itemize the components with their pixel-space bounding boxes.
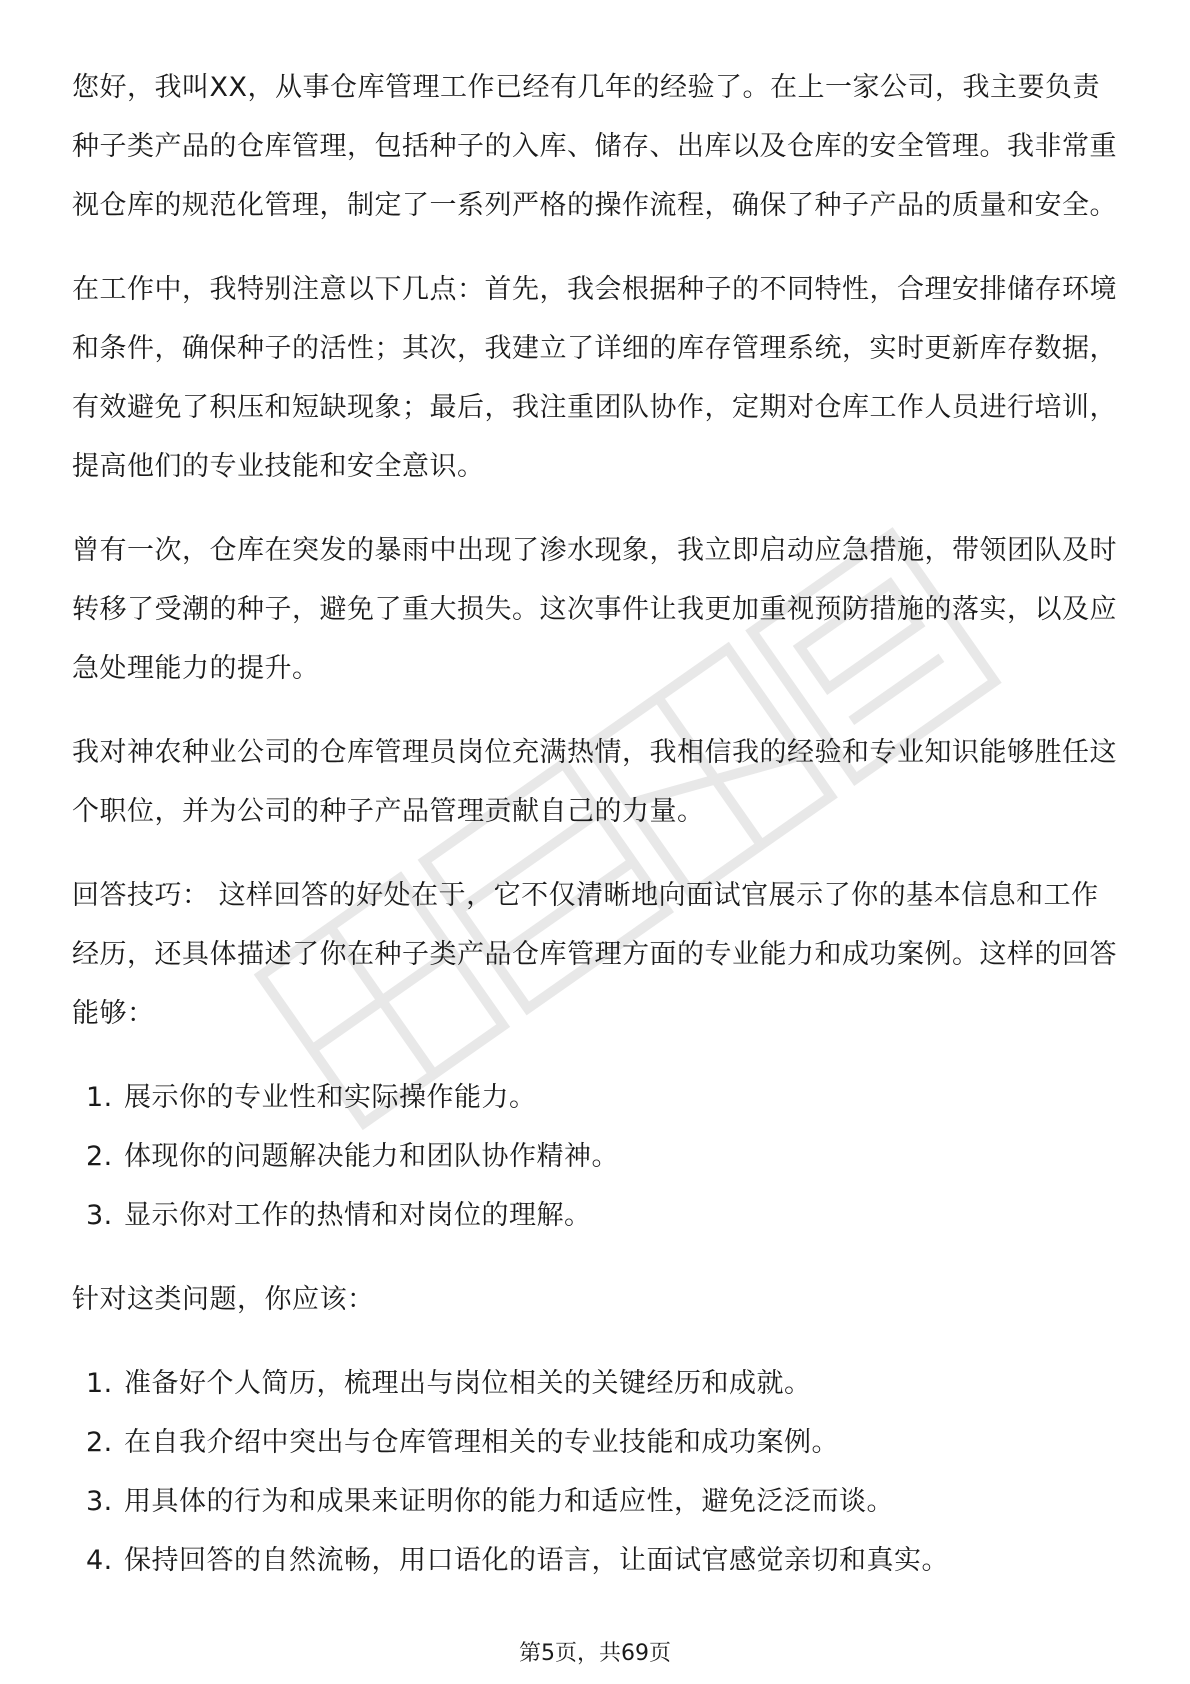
list-item	[72, 1413, 1122, 1472]
list-item	[72, 1354, 1122, 1413]
list-item	[72, 1186, 1122, 1245]
paragraph-advice-intro: 针对这类问题，你应该：	[72, 1284, 375, 1315]
list-item-number: 3.	[86, 1486, 113, 1517]
list-item	[72, 1531, 1122, 1590]
list-item-text: 在自我介绍中突出与仓库管理相关的专业技能和成功案例。	[124, 1427, 839, 1458]
paragraph-work-focus: 在工作中，我特别注意以下几点：首先，我会根据种子的不同特性，合理安排储存环境和条件，确保种子的活性；其次，我建立了详细的库存管理系统，实时更新库存数据，有效避免了积压和短缺现象；最后，我注重团队协作，定期对仓库工作人员进行培训，提高他们的专业技能和安全意识。	[72, 274, 1117, 482]
list-item-number: 2.	[86, 1427, 113, 1458]
list-item-number: 1.	[86, 1082, 113, 1113]
paragraph-answer-tips: 回答技巧： 这样回答的好处在于，它不仅清晰地向面试官展示了你的基本信息和工作经历，还具体描述了你在种子类产品仓库管理方面的专业能力和成功案例。这样的回答能够：	[72, 880, 1117, 1029]
page-footer: 第5页，共69页	[519, 1641, 671, 1666]
list-item-text: 显示你对工作的热情和对岗位的理解。	[124, 1200, 592, 1231]
list-item-text: 体现你的问题解决能力和团队协作精神。	[124, 1141, 619, 1172]
list-item-number: 4.	[86, 1545, 113, 1576]
list-item	[72, 1068, 1122, 1127]
paragraph-incident: 曾有一次，仓库在突发的暴雨中出现了渗水现象，我立即启动应急措施，带领团队及时转移了受潮的种子，避免了重大损失。这次事件让我更加重视预防措施的落实，以及应急处理能力的提升。	[72, 535, 1117, 684]
answer-benefits-list	[72, 1068, 1122, 1245]
list-item-number: 2.	[86, 1141, 113, 1172]
list-item-number: 1.	[86, 1368, 113, 1399]
document-body	[72, 58, 1122, 1615]
list-item-text: 展示你的专业性和实际操作能力。	[124, 1082, 537, 1113]
list-item-number: 3.	[86, 1200, 113, 1231]
list-item	[72, 1127, 1122, 1186]
list-item-text: 用具体的行为和成果来证明你的能力和适应性，避免泛泛而谈。	[124, 1486, 894, 1517]
list-item	[72, 1472, 1122, 1531]
list-item-text: 保持回答的自然流畅，用口语化的语言，让面试官感觉亲切和真实。	[124, 1545, 949, 1576]
paragraph-intro: 您好，我叫XX，从事仓库管理工作已经有几年的经验了。在上一家公司，我主要负责种子类产品的仓库管理，包括种子的入库、储存、出库以及仓库的安全管理。我非常重视仓库的规范化管理，制定了一系列严格的操作流程，确保了种子产品的质量和安全。	[72, 72, 1117, 221]
advice-list	[72, 1354, 1122, 1590]
list-item-text: 准备好个人简历，梳理出与岗位相关的关键经历和成就。	[124, 1368, 812, 1399]
paragraph-motivation: 我对神农种业公司的仓库管理员岗位充满热情，我相信我的经验和专业知识能够胜任这个职位，并为公司的种子产品管理贡献自己的力量。	[72, 737, 1117, 827]
